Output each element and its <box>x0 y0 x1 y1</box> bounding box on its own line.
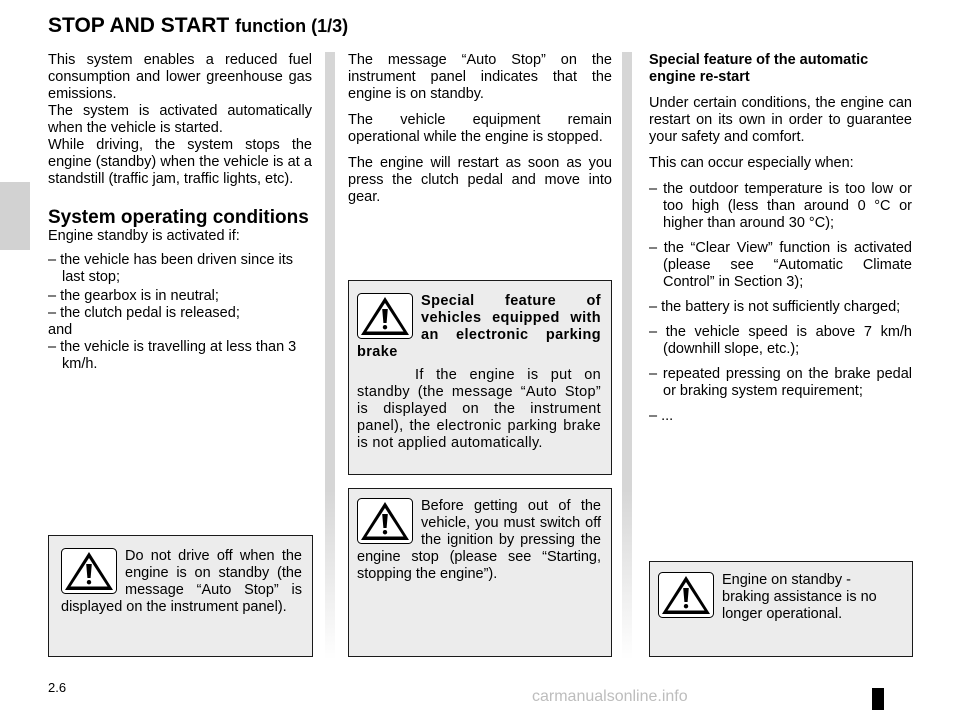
warning-triangle-icon <box>357 498 413 544</box>
title-sub: function (1/3) <box>235 16 349 36</box>
warning-title: Special feature of vehicles equipped with an electronic parking brake <box>357 293 601 360</box>
intro-paragraph: The system is activated automatically when the vehicle is started. <box>48 103 312 136</box>
paragraph: The vehicle equipment remain operational while the engine is stopped. <box>348 112 612 145</box>
warning-box-parking-brake <box>348 280 612 475</box>
list-item: – the outdoor temperature is too low or too high (less than around 0 °C or higher than around 30 °C); <box>649 181 912 231</box>
section-heading: System operating conditions <box>48 207 309 228</box>
warning-text: Engine on standby - braking assistance is no longer operational. <box>722 572 877 622</box>
column-separator <box>325 52 335 660</box>
intro-paragraph: This system enables a reduced fuel consumption and lower greenhouse gas emissions. <box>48 52 312 102</box>
title-main: STOP AND START <box>48 14 230 37</box>
paragraph: The message “Auto Stop” on the instrument panel indicates that the engine is on standby. <box>348 52 612 102</box>
conditions-list-2 <box>48 339 312 373</box>
warning-triangle-icon <box>658 572 714 618</box>
bookmark-marker <box>872 688 884 710</box>
warning-box-exit <box>348 488 612 657</box>
page-title <box>48 14 348 38</box>
list-item: – the gearbox is in neutral; <box>48 288 219 304</box>
column-separator <box>622 52 632 660</box>
list-item: – ... <box>649 408 674 424</box>
column-3 <box>649 52 912 433</box>
warning-text: Do not drive off when the engine is on standby (the message “Auto Stop” is displayed on the instrument panel). <box>61 548 302 615</box>
page-number: 2.6 <box>48 680 67 695</box>
subsection-heading: Special feature of the automatic engine re-start <box>649 52 869 85</box>
list-item: – the vehicle is travelling at less than 3 km/h. <box>48 339 297 372</box>
warning-triangle-icon <box>357 293 413 339</box>
conjunction: and <box>48 322 73 338</box>
list-item: – the vehicle speed is above 7 km/h (downhill slope, etc.); <box>649 324 912 357</box>
paragraph: This can occur especially when: <box>649 155 854 171</box>
list-item: – the vehicle has been driven since its last stop; <box>48 252 294 285</box>
conditions-list <box>48 252 312 322</box>
watermark: carmanualsonline.info <box>532 688 688 705</box>
conditions-lead: Engine standby is activated if: <box>48 228 240 244</box>
intro-paragraph: While driving, the system stops the engine (standby) when the vehicle is at a standstill (traffic jam, traffic lights, etc). <box>48 137 312 187</box>
list-item: – the clutch pedal is released; <box>48 305 240 321</box>
warning-triangle-icon <box>61 548 117 594</box>
list-item: – repeated pressing on the brake pedal or braking system requirement; <box>649 366 912 399</box>
warning-box-braking <box>649 561 913 657</box>
list-item: – the battery is not sufficiently charged; <box>649 299 901 315</box>
intro-text <box>48 52 312 188</box>
column-1 <box>48 52 312 373</box>
section-tab <box>0 182 30 250</box>
restart-conditions-list <box>649 181 912 425</box>
list-item: – the “Clear View” function is activated (please see “Automatic Climate Control” in Section 3); <box>649 240 912 290</box>
paragraph: Under certain conditions, the engine can restart on its own in order to guarantee your safety and comfort. <box>649 95 912 145</box>
paragraph: The engine will restart as soon as you press the clutch pedal and move into gear. <box>348 155 612 205</box>
column-2 <box>348 52 612 215</box>
warning-text: Before getting out of the vehicle, you must switch off the ignition by pressing the engine stop (please see “Starting, stopping the engine”). <box>357 498 601 582</box>
warning-box-drive-off <box>48 535 313 657</box>
warning-text: If the engine is put on standby (the message “Auto Stop” is displayed on the instrument panel), the electronic parking brake is not applied automatically. <box>357 367 601 451</box>
